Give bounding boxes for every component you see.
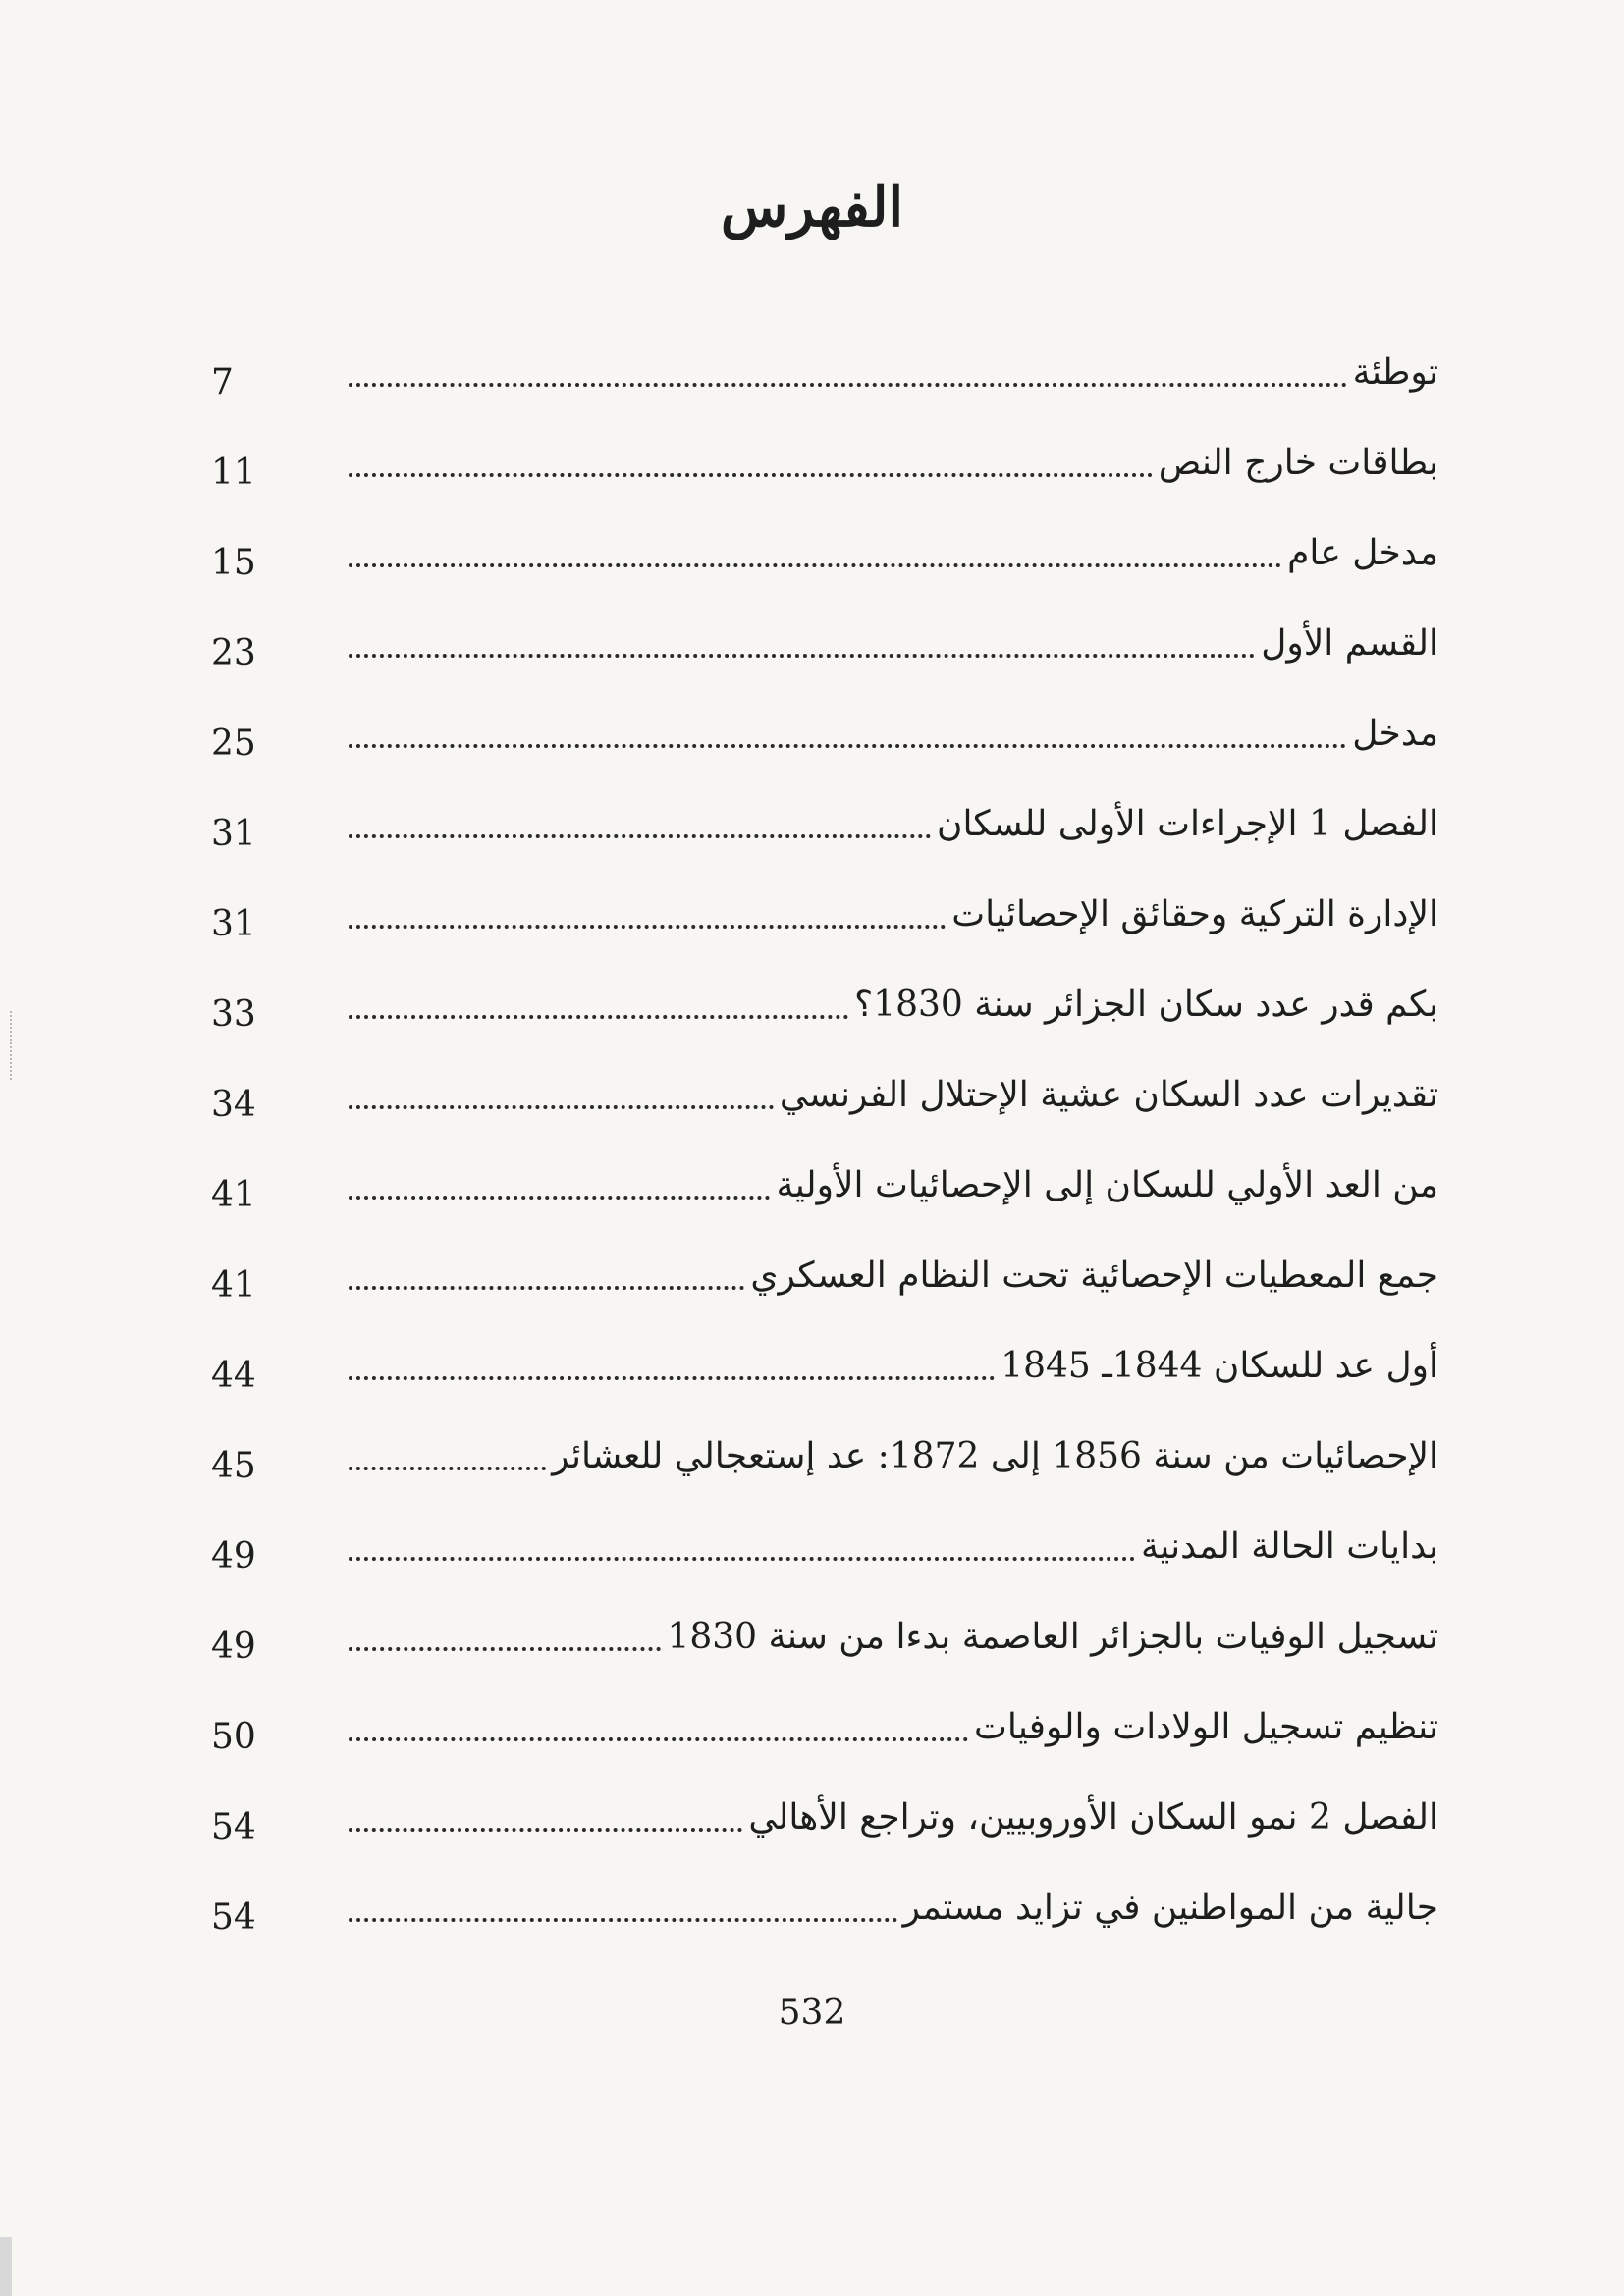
toc-entry [211,1410,1438,1500]
dot-leader [349,1737,968,1741]
scan-margin-mark [10,1011,15,1080]
toc-entry-title: تنظيم تسجيل الولادات والوفيات [974,1707,1438,1747]
toc-entry-page: 33 [211,994,256,1035]
toc-entry [211,958,1438,1048]
toc-entry-page: 49 [211,1627,256,1667]
toc-entry-page: 50 [211,1717,256,1757]
toc-entry [211,687,1438,777]
toc-entry-page: 31 [211,904,256,944]
toc-entry [211,1319,1438,1410]
toc-entry-page: 49 [211,1536,256,1576]
toc-entry-page: 15 [211,543,256,583]
toc-entry [211,1500,1438,1590]
toc-entry-title: الفصل 1 الإجراءات الأولى للسكان [937,804,1438,844]
toc-entry [211,1771,1438,1861]
scan-edge-shadow [0,2237,12,2296]
toc-entry-title: القسم الأول [1261,623,1438,664]
toc-entry-title: الإحصائيات من سنة 1856 إلى 1872: عد إستعجالي للعشائر [552,1436,1438,1476]
page-number: 532 [778,1993,846,2033]
page-title: الفهرس [720,175,904,240]
toc-entry [211,326,1438,416]
toc-entry [211,1861,1438,1951]
toc-entry [211,1590,1438,1681]
toc-entry-page: 31 [211,814,256,854]
toc-entry-page: 44 [211,1356,256,1396]
toc-entry [211,777,1438,868]
toc-entry [211,416,1438,507]
dot-leader [349,1105,774,1109]
toc-entry [211,1229,1438,1319]
toc-entry-page: 25 [211,723,256,764]
toc-entry-page: 54 [211,1897,256,1938]
toc-entry [211,1048,1438,1139]
toc-entry-title: مدخل عام [1287,533,1438,573]
toc-entry-page: 34 [211,1085,256,1125]
dot-leader [349,1015,848,1019]
dot-leader [349,1467,546,1470]
dot-leader [349,563,1281,567]
toc-entry-title: أول عد للسكان 1844ـ 1845 [1001,1346,1438,1386]
dot-leader [349,744,1346,748]
dot-leader [349,834,931,838]
toc-entry [211,1681,1438,1771]
dot-leader [349,1286,744,1290]
toc-entry [211,597,1438,687]
dot-leader [349,925,946,929]
dot-leader [349,1647,661,1651]
toc-entry-page: 7 [211,362,234,402]
dot-leader [349,1376,995,1380]
toc-entry-title: الإدارة التركية وحقائق الإحصائيات [951,894,1438,934]
dot-leader [349,383,1347,387]
dot-leader [349,1196,770,1200]
toc-entry-title: توطئة [1352,352,1438,393]
toc-entry-page: 11 [211,453,256,493]
toc-entry-title: جمع المعطيات الإحصائية تحت النظام العسكري [750,1255,1438,1296]
toc-entry-title: الفصل 2 نمو السكان الأوروبيين، وتراجع الأهالي [748,1797,1438,1838]
toc-entry-title: تقديرات عدد السكان عشية الإحتلال الفرنسي [779,1075,1438,1115]
toc-entry-page: 45 [211,1446,256,1486]
dot-leader [349,1918,897,1922]
toc-entry [211,868,1438,958]
toc-entry [211,507,1438,597]
dot-leader [349,473,1153,477]
toc-entry-title: تسجيل الوفيات بالجزائر العاصمة بدءا من سنة 1830 [667,1617,1438,1657]
toc-entry-title: من العد الأولي للسكان إلى الإحصائيات الأولية [776,1165,1438,1205]
dot-leader [349,1828,742,1832]
toc-entry-page: 23 [211,633,256,673]
toc-entry-title: جالية من المواطنين في تزايد مستمر [902,1888,1438,1928]
dot-leader [349,654,1255,658]
toc-entry-page: 41 [211,1265,256,1306]
toc-entry-title: بكم قدر عدد سكان الجزائر سنة 1830؟ [854,985,1438,1025]
toc-entry-page: 41 [211,1175,256,1215]
toc-entry-page: 54 [211,1807,256,1847]
dot-leader [349,1557,1135,1561]
toc-entry-title: بطاقات خارج النص [1158,443,1438,483]
toc-entry-title: بدايات الحالة المدنية [1141,1526,1438,1567]
toc-entry [211,1139,1438,1229]
table-of-contents [211,326,1438,1951]
toc-entry-title: مدخل [1352,714,1438,754]
